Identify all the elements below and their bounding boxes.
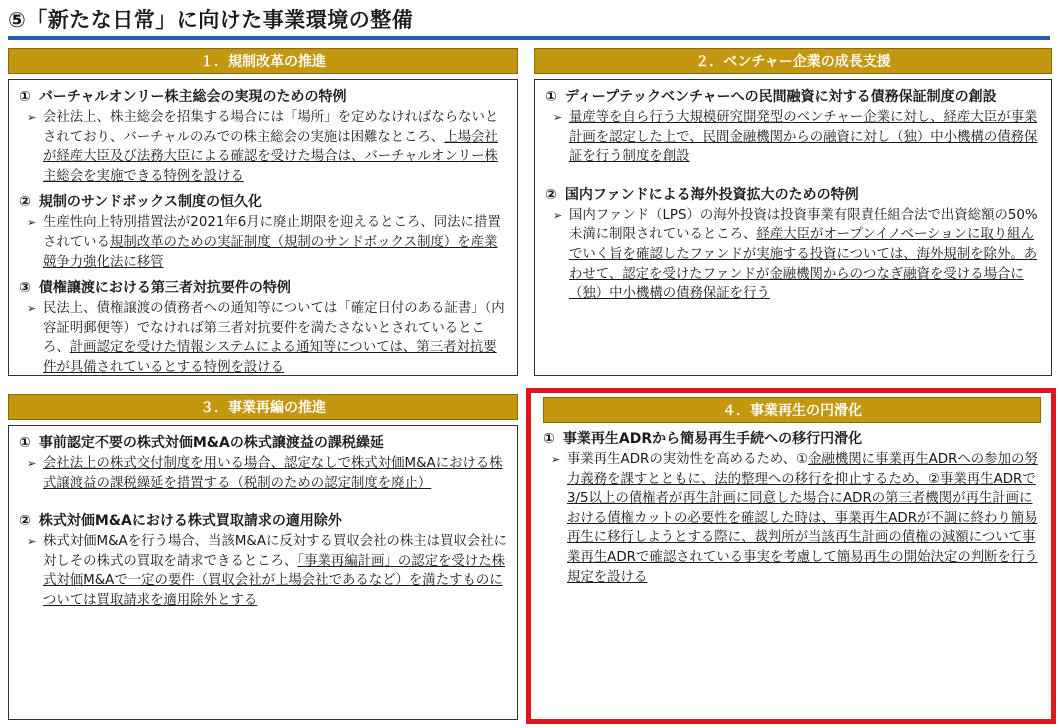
arrow-bullet-icon: ➢ xyxy=(27,535,37,549)
panel-body xyxy=(534,79,1052,376)
panel-header: １．規制改革の推進 xyxy=(8,48,518,74)
item-title: ① ディープテックベンチャーへの民間融資に対する債務保証制度の創設 xyxy=(545,89,997,105)
panel-body xyxy=(8,425,518,720)
bullet: ➢ 生産性向上特別措置法が2021年6月に廃止期限を迎えるところ、同法に措置されている規制改革のための実証制度（規制のサンドボックス制度）を産業競争力強化法に移管 xyxy=(19,213,509,272)
panel-business-restructuring xyxy=(8,394,518,720)
panel-header: ２．ベンチャー企業の成長支援 xyxy=(534,48,1052,74)
item-title: ① 事前認定不要の株式対価M&Aの株式譲渡益の課税繰延 xyxy=(19,435,384,451)
bullet: ➢ 株式対価M&Aを行う場合、当該M&Aに反対する買収会社の株主は買収会社に対しその株式の買取を請求できるところ、「事業再編計画」の認定を受けた株式対価M&Aで一定の要件（買収会社が上場会社であるなど）を満たすものについては買取請求を適用除外とする xyxy=(19,532,509,610)
panel-header: ４．事業再生の円滑化 xyxy=(543,397,1041,423)
panel-venture-support xyxy=(534,48,1052,376)
item-title: ② 規制のサンドボックス制度の恒久化 xyxy=(19,194,263,211)
arrow-bullet-icon: ➢ xyxy=(553,111,563,124)
bullet: ➢ 会社法上の株式交付制度を用いる場合、認定なしで株式対価M&Aにおける株式譲渡益の課税繰延を措置する（税制のための認定制度を廃止） xyxy=(19,454,509,493)
arrow-bullet-icon: ➢ xyxy=(553,208,563,222)
item-title: ② 国内ファンドによる海外投資拡大のための特例 xyxy=(545,186,859,203)
arrow-bullet-icon: ➢ xyxy=(27,302,37,316)
arrow-bullet-icon: ➢ xyxy=(27,216,37,230)
item-title: ③ 債権譲渡における第三者対抗要件の特例 xyxy=(19,280,291,297)
arrow-bullet-icon: ➢ xyxy=(27,457,37,470)
item-title: ① バーチャルオンリー株主総会の実現のための特例 xyxy=(19,89,347,105)
bullet: ➢ 事業再生ADRの実効性を高めるため、①金融機関に事業再生ADRへの参加の努力義務を課すとともに、法的整理への移行を抑止するため、②事業再生ADRで3/5以上の債権者が再生計画に同意した場合にADRの第三者機関が再生計画における債権カットの必要性を確認した時は、事業再生ADRが不調に終わり簡易再生に移行しようとする際に、裁判所が当該再生計画の債権の減額について事業再生ADRで確認されている事実を考慮して簡易再生の開始決定の判断を行う規定を設ける xyxy=(543,450,1041,587)
item-title: ① 事業再生ADRから簡易再生手続への移行円滑化 xyxy=(543,431,863,447)
page-title: ⑤「新たな日常」に向けた事業環境の整備 xyxy=(8,8,414,32)
panel-body xyxy=(8,79,518,376)
arrow-bullet-icon: ➢ xyxy=(551,453,561,466)
bullet: ➢ 国内ファンド（LPS）の海外投資は投資事業有限責任組合法で出資総額の50%未満に制限されているところ、経産大臣がオープンイノベーションに取り組んでいく旨を確認したファンドが実施する投資については、海外規制を除外。あわせて、認定を受けたファンドが金融機関からのつなぎ融資を受ける場合に（独）中小機構の債務保証を行う xyxy=(545,206,1043,304)
item-title: ② 株式対価M&Aにおける株式買取請求の適用除外 xyxy=(19,513,342,530)
arrow-bullet-icon: ➢ xyxy=(27,111,37,124)
title-divider xyxy=(8,36,1050,40)
panel-body-highlighted xyxy=(526,388,1056,724)
bullet: ➢ 会社法上、株主総会を招集する場合には「場所」を定めなければならないとされており、バーチャルのみでの株主総会の実施は困難なところ、上場会社が経産大臣及び法務大臣による確認を受けた場合は、バーチャルオンリー株主総会を実施できる特例を設ける xyxy=(19,108,509,186)
panel-regulatory-reform xyxy=(8,48,518,376)
bullet: ➢ 民法上、債権譲渡の債務者への通知等については「確定日付のある証書」（内容証明郵便等）でなければ第三者対抗要件を満たさないとされているところ、計画認定を受けた情報システムによる通知等については、第三者対抗要件が具備されているとする特例を設ける xyxy=(19,299,509,376)
panel-header: ３．事業再編の推進 xyxy=(8,394,518,420)
panel-business-revitalization xyxy=(526,388,1056,724)
bullet: ➢ 量産等を自ら行う大規模研究開発型のベンチャー企業に対し、経産大臣が事業計画を認定した上で、民間金融機関からの融資に対し（独）中小機構の債務保証を行う制度を創設 xyxy=(545,108,1043,167)
